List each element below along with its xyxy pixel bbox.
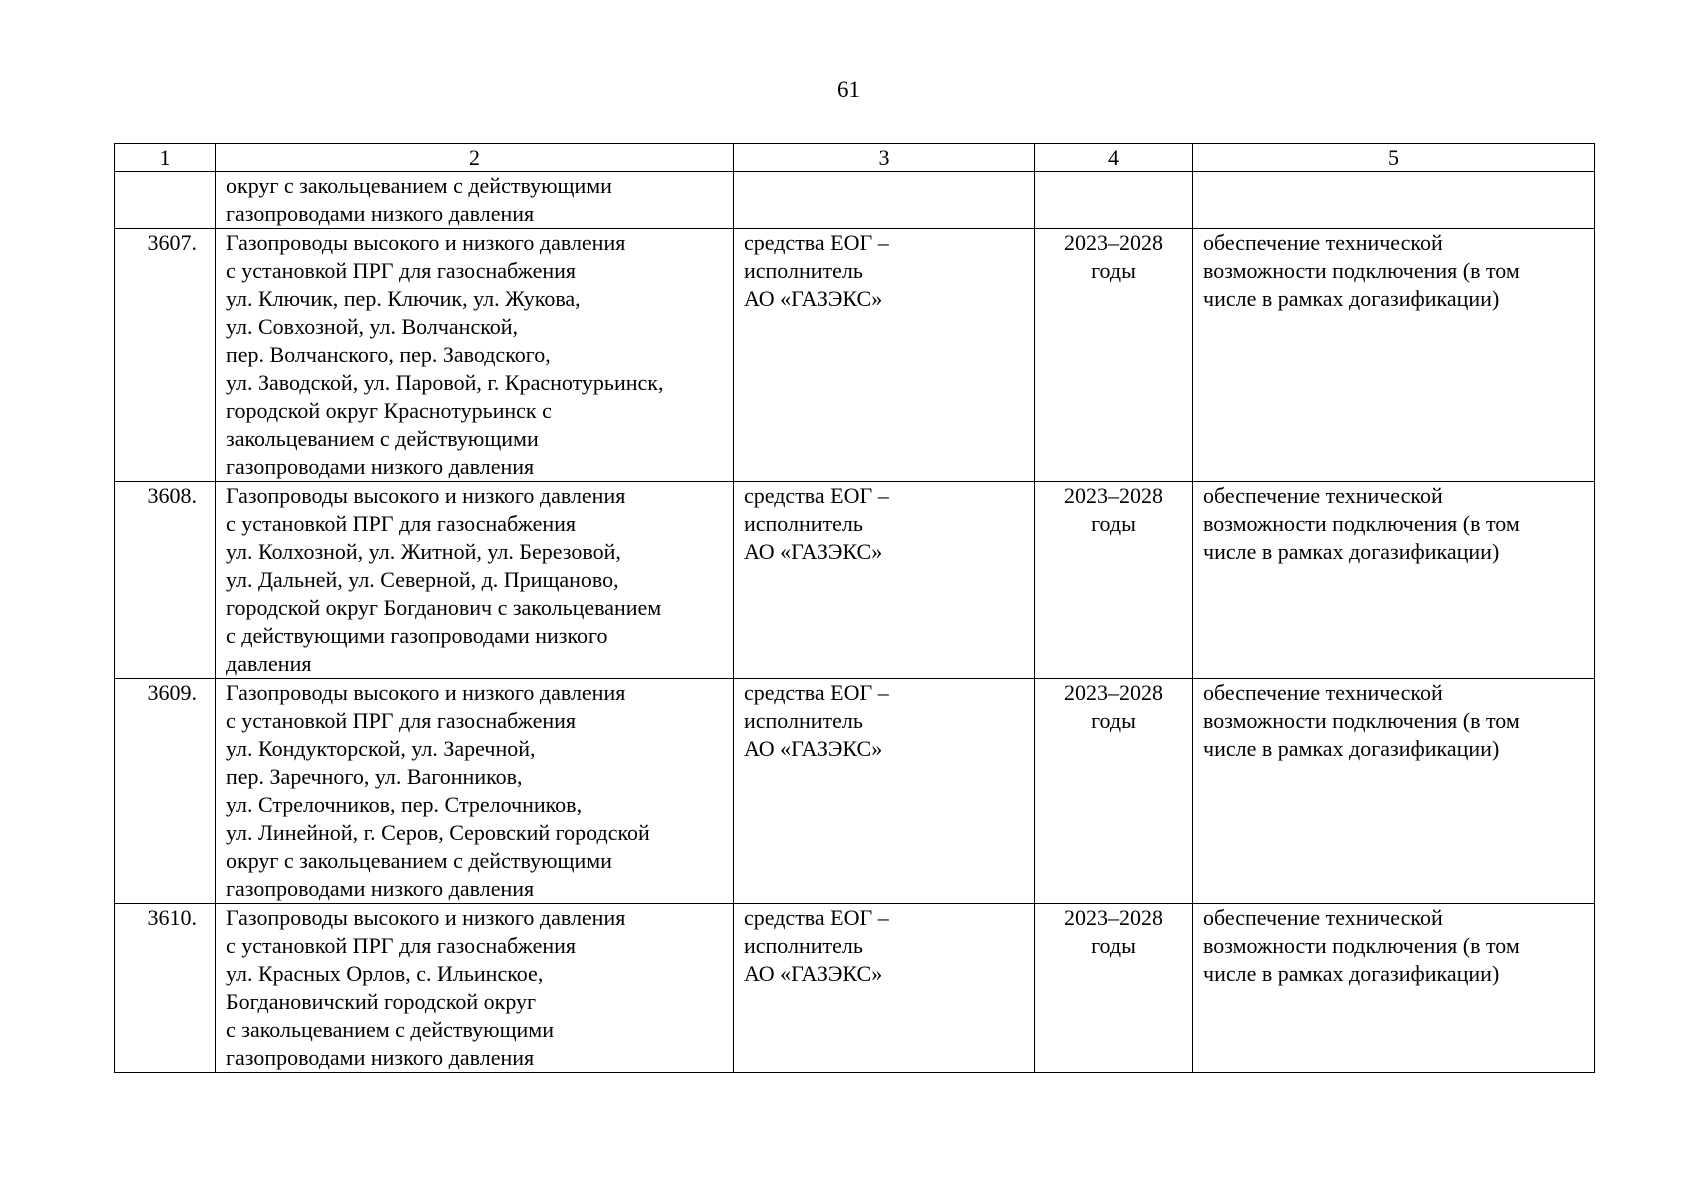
purpose-cell: обеспечение технической возможности подключения (в том числе в рамках догазификации)	[1193, 904, 1595, 1073]
row-number-cell: 3608.	[115, 482, 216, 679]
table-row	[115, 904, 1595, 1073]
purpose-cell: обеспечение технической возможности подключения (в том числе в рамках догазификации)	[1193, 482, 1595, 679]
purpose-cell: обеспечение технической возможности подключения (в том числе в рамках догазификации)	[1193, 679, 1595, 904]
page-number: 61	[837, 77, 860, 102]
header-cell-1: 1	[115, 144, 216, 172]
purpose-cell: обеспечение технической возможности подключения (в том числе в рамках догазификации)	[1193, 229, 1595, 482]
header-cell-2: 2	[216, 144, 734, 172]
term-cell: 2023–2028 годы	[1035, 229, 1193, 482]
header-cell-4: 4	[1035, 144, 1193, 172]
table-row	[115, 679, 1595, 904]
row-number-cell: 3609.	[115, 679, 216, 904]
source-cell: средства ЕОГ – исполнитель АО «ГАЗЭКС»	[734, 679, 1035, 904]
table-row	[115, 482, 1595, 679]
description-cell: Газопроводы высокого и низкого давления с установкой ПРГ для газоснабжения ул. Ключик, пер. Ключик, ул. Жукова, ул. Совхозной, ул. Волчанской, пер. Волчанского, пер. Заводского, ул. Заводской, ул. Паровой, г. Краснотурьинск, городской округ Краснотурьинск с закольцеванием с действующими газопроводами низкого давления	[216, 229, 734, 482]
source-cell: средства ЕОГ – исполнитель АО «ГАЗЭКС»	[734, 229, 1035, 482]
term-cell: 2023–2028 годы	[1035, 904, 1193, 1073]
description-cell: Газопроводы высокого и низкого давления с установкой ПРГ для газоснабжения ул. Кондукторской, ул. Заречной, пер. Заречного, ул. Вагонников, ул. Стрелочников, пер. Стрелочников, ул. Линейной, г. Серов, Серовский городской округ с закольцеванием с действующими газопроводами низкого давления	[216, 679, 734, 904]
description-cell: Газопроводы высокого и низкого давления с установкой ПРГ для газоснабжения ул. Колхозной, ул. Житной, ул. Березовой, ул. Дальней, ул. Северной, д. Прищаново, городской округ Богданович с закольцеванием с действующими газопроводами низкого давления	[216, 482, 734, 679]
description-cell: Газопроводы высокого и низкого давления с установкой ПРГ для газоснабжения ул. Красных Орлов, с. Ильинское, Богдановичский городской округ с закольцеванием с действующими газопроводами низкого давления	[216, 904, 734, 1073]
table-row	[115, 229, 1595, 482]
term-cell	[1035, 172, 1193, 229]
source-cell	[734, 172, 1035, 229]
row-number-cell	[115, 172, 216, 229]
table-row-continuation	[115, 172, 1595, 229]
term-cell: 2023–2028 годы	[1035, 679, 1193, 904]
source-cell: средства ЕОГ – исполнитель АО «ГАЗЭКС»	[734, 904, 1035, 1073]
header-cell-3: 3	[734, 144, 1035, 172]
projects-table	[114, 143, 1595, 1073]
source-cell: средства ЕОГ – исполнитель АО «ГАЗЭКС»	[734, 482, 1035, 679]
header-cell-5: 5	[1193, 144, 1595, 172]
purpose-cell	[1193, 172, 1595, 229]
row-number-cell: 3610.	[115, 904, 216, 1073]
term-cell: 2023–2028 годы	[1035, 482, 1193, 679]
description-cell: округ с закольцеванием с действующими газопроводами низкого давления	[216, 172, 734, 229]
row-number-cell: 3607.	[115, 229, 216, 482]
table-header-row	[115, 144, 1595, 172]
